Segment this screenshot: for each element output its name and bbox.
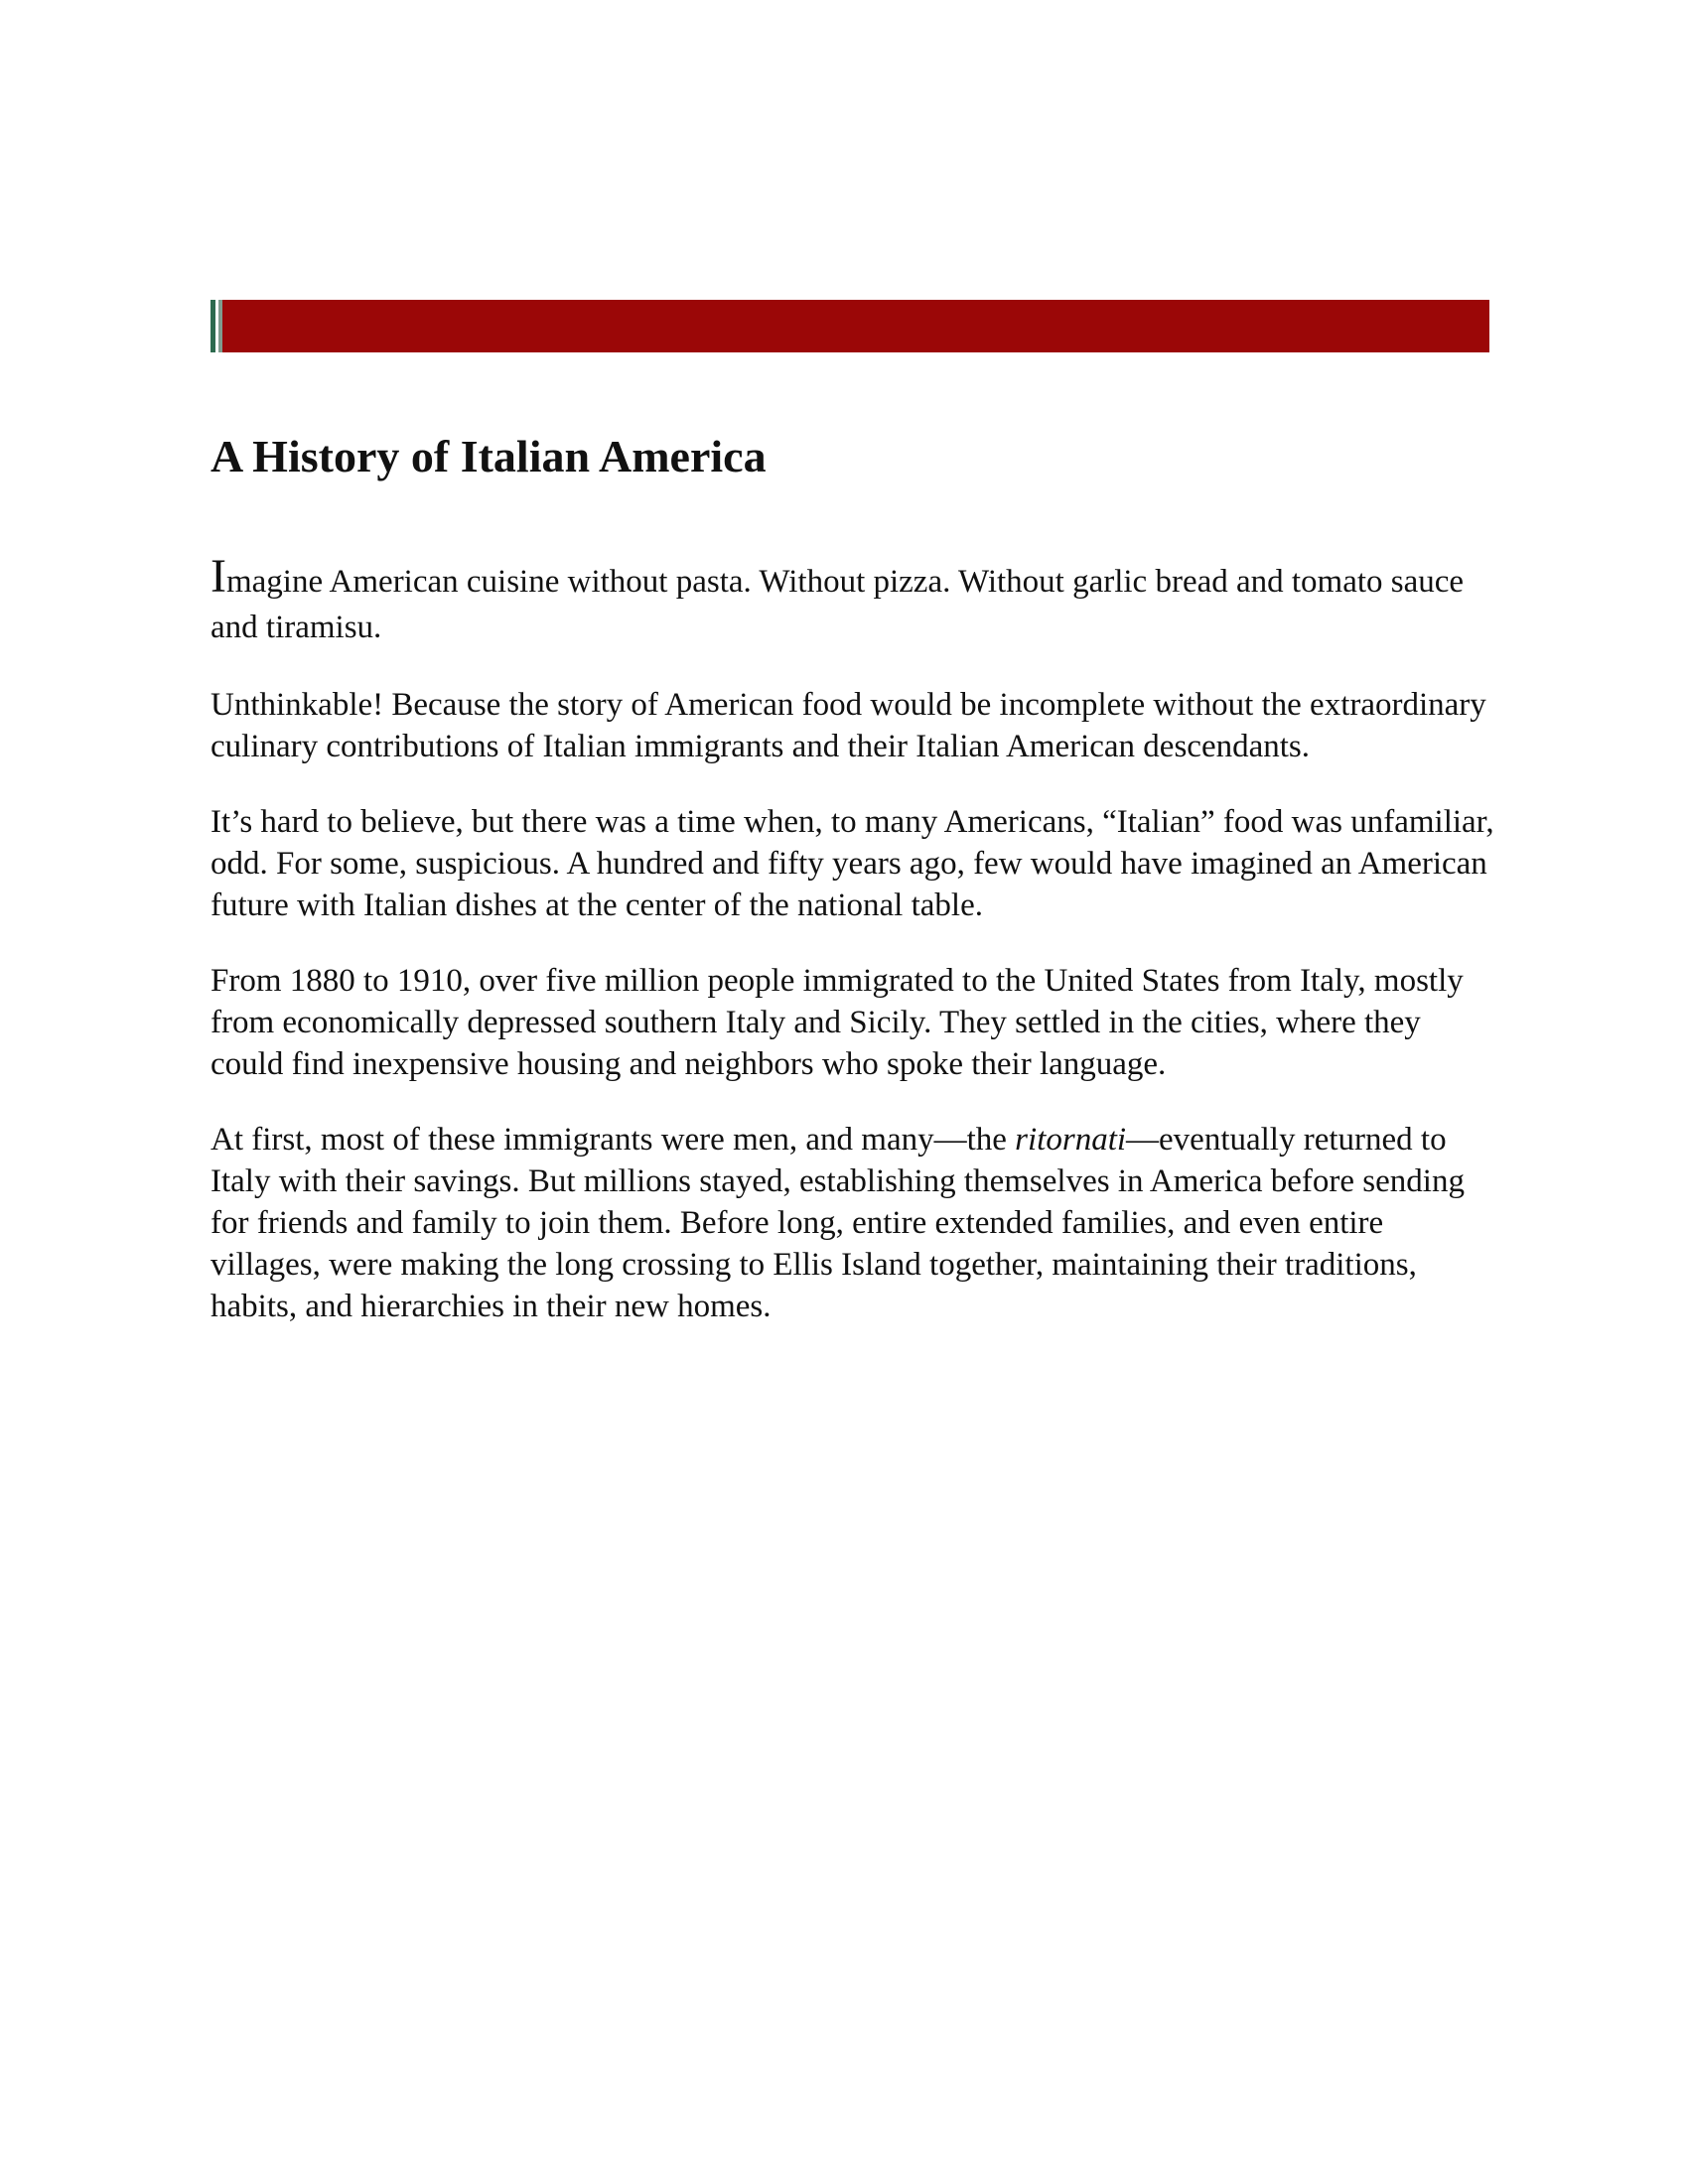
page-title: A History of Italian America [211,431,767,481]
paragraph-5-text-start: At first, most of these immigrants were men, and many—the [211,1122,1016,1158]
paragraph-1 [211,550,1501,650]
paragraph-5 [211,1119,1501,1327]
paragraph-1-text: magine American cuisine without pasta. Without pizza. Without garlic bread and tomato sauce and tiramisu. [211,564,1465,645]
paragraph-2: Unthinkable! Because the story of American food would be incomplete without the extraordinary culinary contributions of Italian immigrants and their Italian American descendants. [211,687,1486,764]
drop-cap: I [211,550,226,603]
banner-bar-red [222,300,1489,352]
italic-term-ritornati: ritornati [1015,1122,1127,1158]
article-body [211,550,1501,1361]
paragraph-3: It’s hard to believe, but there was a time when, to many Americans, “Italian” food was unfamiliar, odd. For some, suspicious. A hundred and fifty years ago, few would have imagined an American future with Italian dishes at the center of the national table. [211,804,1494,923]
header-banner [211,300,1489,352]
paragraph-4: From 1880 to 1910, over five million people immigrated to the United States from Italy, mostly from economically depressed southern Italy and Sicily. They settled in the cities, where they could find inexpensive housing and neighbors who spoke their language. [211,963,1464,1082]
paragraph-5-text-end: —eventually returned to Italy with their savings. But millions stayed, establishing themselves in America before sending for friends and family to join them. Before long, entire extended families, and even entire villages, were making the long crossing to Ellis Island together, maintaining their traditions, habits, and hierarchies in their new homes. [211,1122,1465,1324]
